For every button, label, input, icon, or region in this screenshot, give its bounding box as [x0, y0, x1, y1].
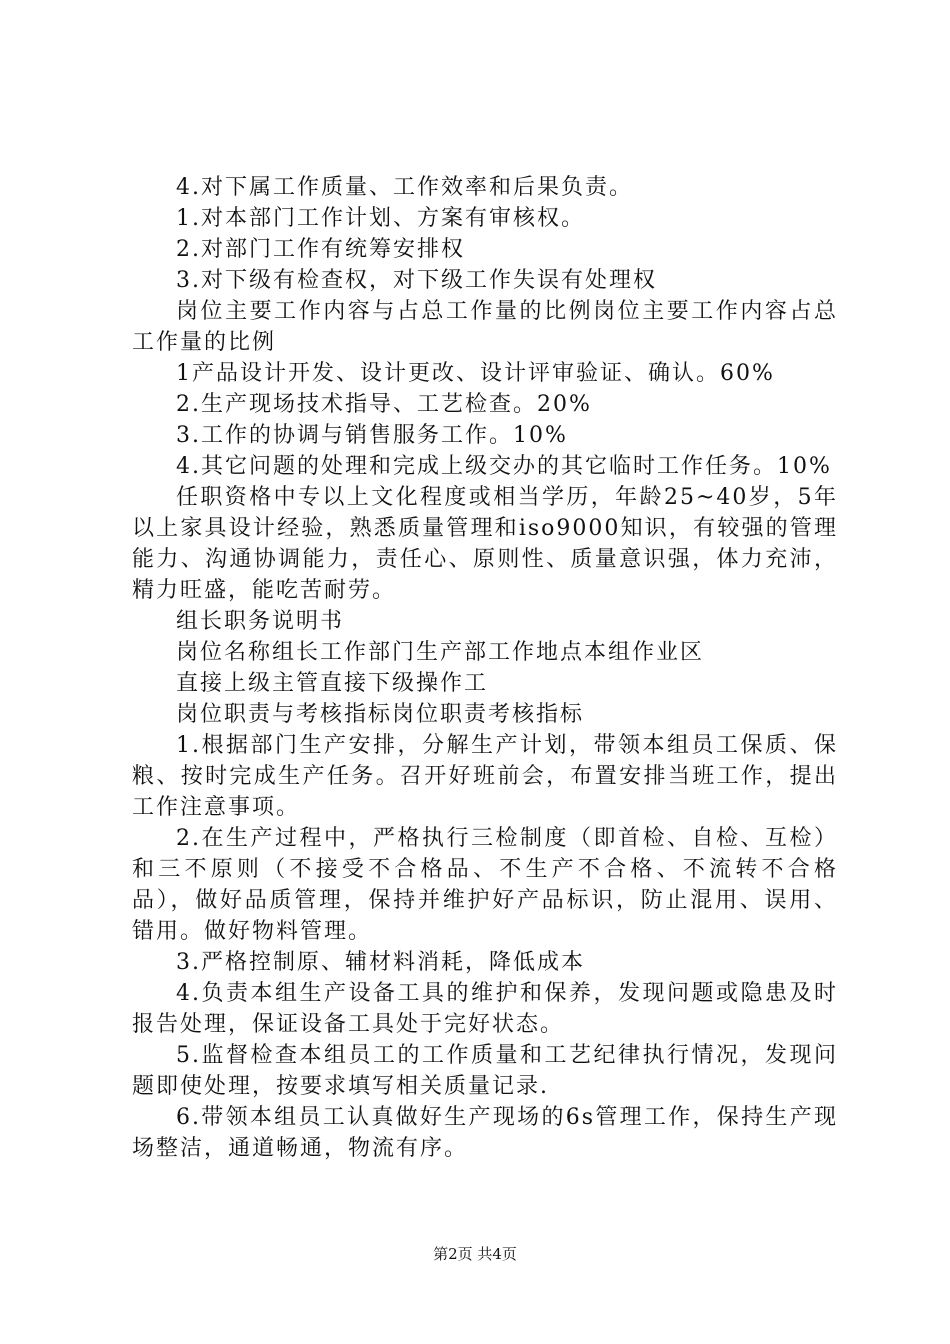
paragraph-responsibility-6: 6.带领本组员工认真做好生产现场的6s管理工作，保持生产现场整洁，通道畅通，物流有序。	[132, 1105, 838, 1161]
paragraph-responsibility-5: 5.监督检查本组员工的工作质量和工艺纪律执行情况，发现问题即使处理，按要求填写相关质量记录.	[132, 1043, 838, 1099]
paragraph-authority-2: 2.对部门工作有统筹安排权	[176, 237, 465, 262]
paragraph-responsibility-4: 4.负责本组生产设备工具的维护和保养，发现问题或隐患及时报告处理，保证设备工具处于完好状态。	[132, 981, 838, 1037]
paragraph-position-info: 岗位名称组长工作部门生产部工作地点本组作业区	[176, 640, 705, 665]
paragraph-reporting-line: 直接上级主管直接下级操作工	[176, 671, 489, 696]
paragraph-workload-4: 4.其它问题的处理和完成上级交办的其它临时工作任务。10%	[176, 454, 832, 479]
paragraph-workload-2: 2.生产现场技术指导、工艺检查。20%	[176, 392, 592, 417]
paragraph-responsibility-3: 3.严格控制原、辅材料消耗，降低成本	[176, 950, 585, 975]
document-body	[132, 172, 838, 1164]
paragraph-responsibility-2: 2.在生产过程中，严格执行三检制度（即首检、自检、互检）和三不原则（不接受不合格品、不生产不合格、不流转不合格品），做好品质管理，保持并维护好产品标识，防止混用、误用、错用。做好物料管理。	[132, 826, 838, 944]
paragraph-authority-1: 1.对本部门工作计划、方案有审核权。	[176, 206, 585, 231]
paragraph-qualifications: 任职资格中专以上文化程度或相当学历，年龄25~40岁，5年以上家具设计经验，熟悉质量管理和iso9000知识，有较强的管理能力、沟通协调能力，责任心、原则性、质量意识强，体力充沛，精力旺盛，能吃苦耐劳。	[132, 485, 838, 603]
paragraph-authority-3: 3.对下级有检查权，对下级工作失误有处理权	[176, 268, 657, 293]
paragraph-workload-3: 3.工作的协调与销售服务工作。10%	[176, 423, 568, 448]
paragraph-workload-heading: 岗位主要工作内容与占总工作量的比例岗位主要工作内容占总工作量的比例	[132, 299, 838, 355]
paragraph-responsibilities-heading: 岗位职责与考核指标岗位职责考核指标	[176, 702, 585, 727]
page-number-footer: 第2页 共4页	[433, 1245, 517, 1263]
section-title-team-leader: 组长职务说明书	[176, 609, 345, 634]
paragraph-workload-1: 1产品设计开发、设计更改、设计评审验证、确认。60%	[176, 361, 775, 386]
paragraph-duty-4: 4.对下属工作质量、工作效率和后果负责。	[176, 175, 633, 200]
paragraph-responsibility-1: 1.根据部门生产安排，分解生产计划，带领本组员工保质、保粮、按时完成生产任务。召开好班前会，布置安排当班工作，提出工作注意事项。	[132, 733, 838, 820]
